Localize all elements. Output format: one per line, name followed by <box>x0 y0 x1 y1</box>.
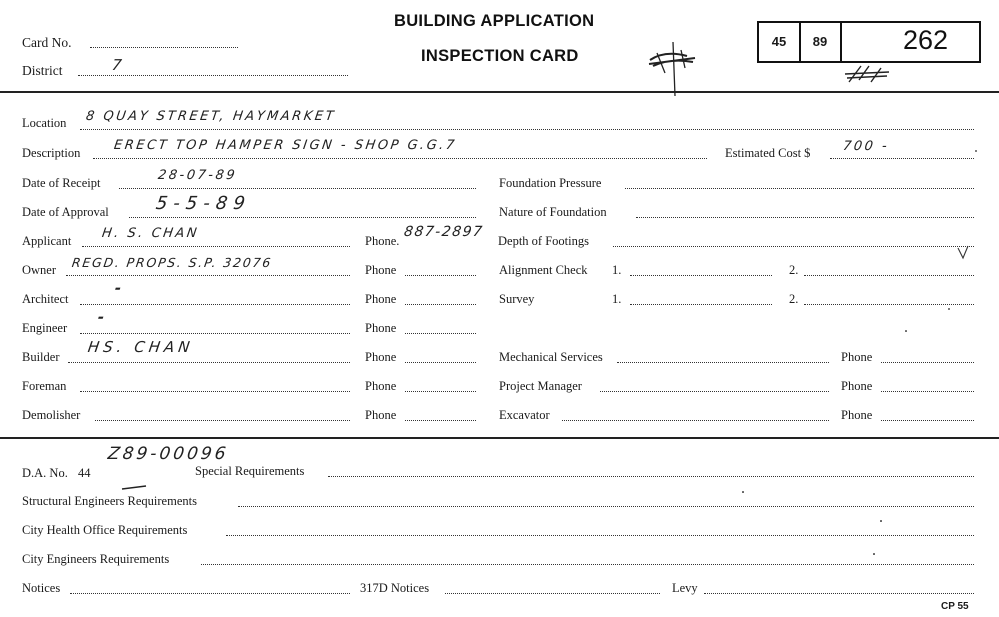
nature-foundation-field[interactable] <box>636 217 974 218</box>
nature-foundation-label: Nature of Foundation <box>499 205 607 219</box>
location-field[interactable] <box>80 129 974 130</box>
speck <box>742 491 744 493</box>
box-card-number: 262 <box>903 25 949 55</box>
notices-317d-field[interactable] <box>445 593 660 594</box>
da-label: D.A. No. <box>22 466 68 480</box>
mechanical-phone-field[interactable] <box>881 362 974 363</box>
alignment-2-field[interactable] <box>804 275 974 276</box>
structural-field[interactable] <box>238 506 974 507</box>
demolisher-field[interactable] <box>95 420 350 421</box>
district-value: 7 <box>110 56 126 74</box>
date-approval-field[interactable] <box>129 217 476 218</box>
speck <box>905 330 907 332</box>
speck <box>948 308 950 310</box>
excavator-phone-label: Phone <box>841 408 873 422</box>
builder-phone-field[interactable] <box>405 362 476 363</box>
applicant-phone-value: 887-2897 <box>402 224 485 240</box>
applicant-value: H. S. CHAN <box>100 226 201 241</box>
alignment-1-label: 1. <box>612 263 622 277</box>
project-manager-phone-label: Phone <box>841 379 873 393</box>
structural-label: Structural Engineers Requirements <box>22 494 197 508</box>
underline-stroke-icon <box>120 483 150 493</box>
builder-value: HS. CHAN <box>86 338 195 356</box>
foundation-pressure-label: Foundation Pressure <box>499 176 602 190</box>
form-code: CP 55 <box>941 601 969 612</box>
special-requirements-field[interactable] <box>328 476 974 477</box>
foreman-field[interactable] <box>80 391 350 392</box>
estimated-cost-value: 700 - <box>841 139 891 154</box>
title-line1: BUILDING APPLICATION <box>394 12 595 30</box>
architect-phone-field[interactable] <box>405 304 476 305</box>
speck <box>880 520 882 522</box>
demolisher-label: Demolisher <box>22 408 81 422</box>
notices-317d-label: 317D Notices <box>360 581 430 595</box>
district-field[interactable] <box>78 75 348 76</box>
location-label: Location <box>22 116 67 130</box>
architect-value: - <box>113 279 125 297</box>
da-prefix: 44 <box>78 466 91 480</box>
foreman-phone-field[interactable] <box>405 391 476 392</box>
levy-field[interactable] <box>704 593 974 594</box>
health-label: City Health Office Requirements <box>22 523 188 537</box>
mechanical-field[interactable] <box>617 362 829 363</box>
alignment-1-field[interactable] <box>630 275 772 276</box>
survey-2-field[interactable] <box>804 304 974 305</box>
levy-label: Levy <box>672 581 698 595</box>
builder-phone-label: Phone <box>365 350 397 364</box>
applicant-label: Applicant <box>22 234 72 248</box>
owner-field[interactable] <box>66 275 350 276</box>
notices-label: Notices <box>22 581 61 595</box>
builder-label: Builder <box>22 350 60 364</box>
mechanical-label: Mechanical Services <box>499 350 603 364</box>
owner-phone-label: Phone <box>365 263 397 277</box>
applicant-field[interactable] <box>82 246 350 247</box>
project-manager-field[interactable] <box>600 391 829 392</box>
engineer-phone-field[interactable] <box>405 333 476 334</box>
estimated-cost-label: Estimated Cost $ <box>725 146 811 160</box>
survey-2-label: 2. <box>789 292 799 306</box>
date-receipt-field[interactable] <box>119 188 476 189</box>
card-no-label: Card No. <box>22 35 72 50</box>
speck <box>975 150 977 152</box>
location-value: 8 QUAY STREET, HAYMARKET <box>84 109 337 124</box>
date-approval-value: 5-5-89 <box>154 193 253 214</box>
box-left-value: 45 <box>771 34 787 49</box>
engineer-field[interactable] <box>80 333 350 334</box>
survey-label: Survey <box>499 292 535 306</box>
health-field[interactable] <box>226 535 974 536</box>
architect-field[interactable] <box>80 304 350 305</box>
survey-1-label: 1. <box>612 292 622 306</box>
mechanical-phone-label: Phone <box>841 350 873 364</box>
demolisher-phone-field[interactable] <box>405 420 476 421</box>
engineer-value: - <box>96 308 108 326</box>
survey-1-field[interactable] <box>630 304 772 305</box>
excavator-phone-field[interactable] <box>881 420 974 421</box>
owner-label: Owner <box>22 263 57 277</box>
engineer-label: Engineer <box>22 321 68 335</box>
crossed-out-number-icon <box>843 60 893 90</box>
owner-phone-field[interactable] <box>405 275 476 276</box>
box-mid-value: 89 <box>812 34 828 49</box>
card-no-field[interactable] <box>90 47 238 48</box>
alignment-label: Alignment Check <box>499 263 588 277</box>
da-number-value: Z89-00096 <box>106 444 230 464</box>
excavator-label: Excavator <box>499 408 550 422</box>
foundation-pressure-field[interactable] <box>625 188 974 189</box>
header-rule <box>0 91 999 93</box>
crossed-out-scribble-icon <box>645 38 705 98</box>
architect-label: Architect <box>22 292 69 306</box>
project-manager-phone-field[interactable] <box>881 391 974 392</box>
tick-mark-icon <box>955 244 971 264</box>
applicant-phone-label: Phone. <box>365 234 400 248</box>
foreman-phone-label: Phone <box>365 379 397 393</box>
description-field[interactable] <box>93 158 707 159</box>
description-value: ERECT TOP HAMPER SIGN - SHOP G.G.7 <box>112 138 458 153</box>
city-engineers-label: City Engineers Requirements <box>22 552 170 566</box>
date-approval-label: Date of Approval <box>22 205 109 219</box>
notices-field[interactable] <box>70 593 350 594</box>
owner-value: REGD. PROPS. S.P. 32076 <box>70 255 274 270</box>
footer-rule <box>0 437 999 439</box>
builder-field[interactable] <box>68 362 350 363</box>
date-receipt-label: Date of Receipt <box>22 176 101 190</box>
architect-phone-label: Phone <box>365 292 397 306</box>
title-line2: INSPECTION CARD <box>421 47 579 65</box>
depth-footings-label: Depth of Footings <box>498 234 589 248</box>
date-receipt-value: 28-07-89 <box>156 168 239 183</box>
engineer-phone-label: Phone <box>365 321 397 335</box>
description-label: Description <box>22 146 81 160</box>
district-label: District <box>22 63 63 78</box>
excavator-field[interactable] <box>562 420 829 421</box>
foreman-label: Foreman <box>22 379 67 393</box>
estimated-cost-field[interactable] <box>830 158 974 159</box>
city-engineers-field[interactable] <box>201 564 974 565</box>
project-manager-label: Project Manager <box>499 379 582 393</box>
special-requirements-label: Special Requirements <box>195 464 305 478</box>
alignment-2-label: 2. <box>789 263 799 277</box>
depth-footings-field[interactable] <box>613 246 974 247</box>
demolisher-phone-label: Phone <box>365 408 397 422</box>
speck <box>873 553 875 555</box>
